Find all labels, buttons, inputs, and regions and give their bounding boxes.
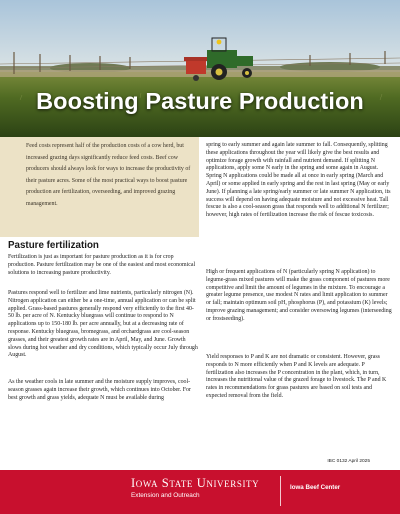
page-title: Boosting Pasture Production — [36, 88, 364, 114]
hero-photo — [0, 0, 400, 137]
left-paragraph-2: Pastures respond well to fertilizer and lime nutrients, particularly nitrogen (N). Nitrogen application can either be a one-time, annual application or can be split applied. Grass-based pastures generally respond very efficiently to the first 40-50 lb. per acre of N. Kentucky bluegrass will continue to respond to N applications up to 150-180 lb. per acre annually, but at a decreasing rate of response. Kentucky bluegrass, bromegrass, and orchardgrass are cool-season grasses, and their greatest growth rates are in April, May, and June. Growth slows during hot weather and dry conditions, which typically occur July through August. — [8, 290, 198, 359]
left-paragraph-1: Fertilization is just as important for pasture production as it is for crop production. Pasture fertilization may be one of the easiest and most economical solutions to increasing pasture productivity. — [8, 254, 196, 276]
center-name: Iowa Beef Center — [290, 484, 341, 491]
intro-box — [0, 137, 199, 237]
left-paragraph-3: As the weather cools in late summer and the moisture supply improves, cool-season grasses again increase their growth, which continues into October. For best growth and grass yields, adequate N must be available during — [8, 379, 191, 401]
section-heading: Pasture fertilization — [8, 240, 99, 251]
publication-code: IBC 0132 April 2025 — [327, 459, 370, 464]
footer-divider — [280, 476, 281, 506]
right-paragraph-2: High or frequent applications of N (particularly spring N application) to legume-grass mixed pastures will make the grass component of pastures more competitive and limit the amount of legumes in the mixture. To encourage a greater legume presence, use modest N rates and limit application to summer or fall; maintain optimum soil pH, phosphorus (P), and potassium (K) levels; improve grazing management; and consider oversowing legumes (interseeding or frostseeding). — [206, 269, 392, 322]
right-paragraph-3: Yield responses to P and K are not dramatic or consistent. However, grass responds to N more efficiently when P and K levels are adequate. P fertilization also increases the P concentration in the plant, which, in turn, increases the nutritional value of the grazed forage to livestock. The P and K rates in recommendations for grass pastures are based on soil tests and expected removal from the field. — [206, 354, 387, 399]
pasture-tractor-image — [0, 0, 400, 137]
university-wordmark: Iowa State University — [131, 476, 260, 490]
right-paragraph-1: spring to early summer and again late summer to fall. Consequently, splitting these applications throughout the year will likely give the best results and optimize forage growth with rainfall and nutrient demand. If splitting N applications, apply some N early in the spring and some again in August. Spring N applications could be made all at once in early spring (March and April) or some applied in early spring and the rest in last spring (May or early June). If planning a late spring/early summer or late summer N application, its success will depend on having adequate moisture and not excessive heat. Tall fescue is also a cool-season grass that responds well to additional N fertilizer; however, high rates of fertilization increase the risk of fescue toxicosis. — [206, 142, 391, 219]
extension-subtitle: Extension and Outreach — [131, 492, 200, 499]
intro-text: Feed costs represent half of the production costs of a cow herd, but increased grazing days significantly reduce feed costs. Beef cow producers should always look for ways to increase the productivity of their pasture acres. Some of the most practical ways to boost pasture production are fertilization, overseeding, and improved grazing management. — [26, 143, 191, 207]
